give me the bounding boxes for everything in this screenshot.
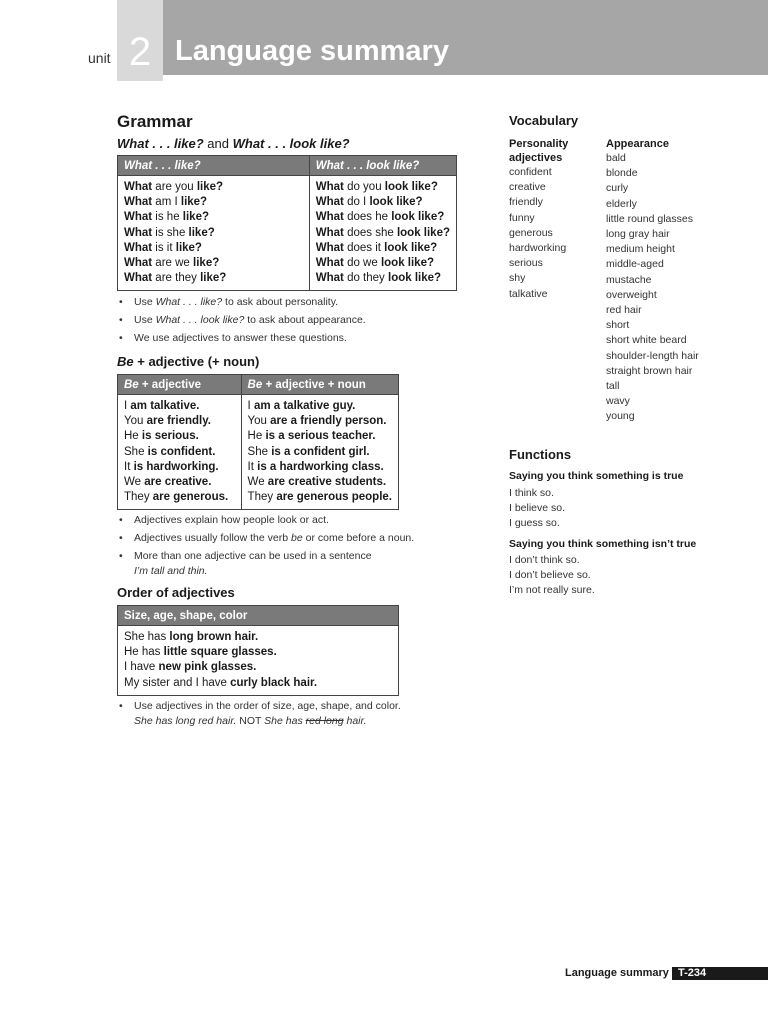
grammar-heading: Grammar — [117, 112, 193, 131]
table-row: I am a talkative guy. — [247, 400, 356, 412]
list-item: • Adjectives usually follow the verb be or come before a noun. — [117, 529, 457, 547]
table-row: What do they look like? — [315, 272, 442, 285]
table-row: We are creative. — [124, 476, 212, 489]
title-bar — [163, 0, 768, 75]
list-item: I’m not really sure. — [509, 584, 595, 596]
table-cell — [241, 395, 398, 510]
grammar-notes-1 — [117, 293, 457, 347]
list-item: talkative — [509, 287, 548, 300]
list-item: • Adjectives explain how people look or act. — [117, 511, 457, 529]
grammar-notes-2 — [117, 511, 457, 578]
list-item: young — [606, 410, 635, 423]
list-item: funny — [509, 211, 535, 224]
table-header: Be + adjective + noun — [241, 375, 398, 395]
table-header: What . . . look like? — [309, 156, 456, 176]
list-item: bald — [606, 152, 626, 164]
table-header: Size, age, shape, color — [118, 606, 399, 626]
list-item: generous — [509, 226, 553, 239]
table-row: My sister and I have curly black hair. — [124, 676, 318, 689]
table-row: What is he like? — [124, 211, 210, 224]
table-row: What do we look like? — [315, 257, 434, 270]
table-row: It is hardworking. — [124, 460, 219, 473]
example-sentence: She has long red hair. NOT She has red long hair. — [134, 715, 367, 727]
table-row: What is she like? — [124, 226, 215, 239]
table-row: What am I like? — [124, 196, 208, 209]
personality-adjectives-list — [509, 137, 568, 302]
page-number-bar — [672, 967, 768, 980]
list-item: short white beard — [606, 334, 687, 347]
list-item: I guess so. — [509, 517, 560, 529]
table-row: What are you like? — [124, 181, 224, 193]
what-like-table — [117, 155, 457, 291]
table-row: She has long brown hair. — [124, 631, 259, 643]
appearance-list — [606, 137, 699, 425]
list-item: confident — [509, 166, 552, 178]
table-row: I have new pink glasses. — [124, 661, 257, 674]
table-header: Be + adjective — [118, 375, 242, 395]
functions-heading: Functions — [509, 447, 572, 462]
table-row: I am talkative. — [124, 400, 200, 412]
list-item: • Use What . . . look like? to ask about appearance. — [117, 311, 457, 329]
table-row: It is a hardworking class. — [247, 460, 384, 473]
list-item: serious — [509, 257, 543, 270]
table-row: What do you look like? — [315, 181, 438, 193]
table-row: What are they like? — [124, 272, 227, 285]
list-item: tall — [606, 380, 620, 393]
list-item: red hair — [606, 304, 642, 317]
table-row: We are creative students. — [247, 476, 387, 489]
grammar-notes-3 — [117, 697, 457, 728]
list-item: mustache — [606, 273, 652, 286]
list-item: I don’t think so. — [509, 554, 580, 566]
example-sentence: I’m tall and thin. — [134, 565, 208, 577]
table-cell — [118, 626, 399, 696]
list-item: friendly — [509, 196, 543, 209]
page-number: T-234 — [678, 967, 707, 979]
list-item: medium height — [606, 243, 675, 256]
list-item: middle-aged — [606, 258, 664, 271]
list-item: shy — [509, 272, 526, 285]
table-row: What is it like? — [124, 241, 202, 254]
list-item: long gray hair — [606, 228, 670, 241]
table-row: What are we like? — [124, 257, 220, 270]
table-row: What does she look like? — [315, 226, 450, 239]
table-row: You are a friendly person. — [247, 415, 387, 428]
list-item: • Use What . . . like? to ask about personality. — [117, 293, 457, 311]
table-row: They are generous. — [124, 491, 229, 504]
personality-heading: adjectives — [509, 152, 563, 164]
list-item: I think so. — [509, 487, 554, 499]
table-row: She is a confident girl. — [247, 445, 370, 458]
table-row: What does he look like? — [315, 211, 445, 224]
list-item: elderly — [606, 197, 637, 210]
page-title: Language summary — [175, 35, 449, 67]
list-item: short — [606, 319, 630, 332]
unit-number-box — [117, 0, 163, 81]
table-row: He is serious. — [124, 430, 199, 443]
be-adjective-table — [117, 374, 399, 510]
list-item: • More than one adjective can be used in a sentence I’m tall and thin. — [117, 547, 457, 578]
table-row: They are generous people. — [247, 491, 392, 504]
list-item: overweight — [606, 288, 657, 301]
appearance-heading: Appearance — [606, 138, 669, 150]
list-item: curly — [606, 182, 629, 195]
functions-true-heading: Saying you think something is true — [509, 470, 684, 482]
list-item: • Use adjectives in the order of size, age, shape, and color. She has long red hair. NOT She has red long hair. — [117, 697, 457, 728]
table-row: What do I look like? — [315, 196, 423, 209]
table-row: She is confident. — [124, 445, 216, 458]
table-header: What . . . like? — [118, 156, 310, 176]
vocabulary-heading: Vocabulary — [509, 113, 579, 128]
grammar-subheading-what-like: What . . . like? and What . . . look like? — [117, 136, 350, 151]
list-item: I don’t believe so. — [509, 569, 591, 581]
list-item: little round glasses — [606, 212, 693, 225]
order-of-adjectives-table — [117, 605, 399, 696]
list-item: creative — [509, 181, 546, 194]
list-item: I believe so. — [509, 502, 566, 514]
personality-heading: Personality — [509, 138, 569, 150]
list-item: hardworking — [509, 242, 567, 255]
table-row: You are friendly. — [124, 415, 211, 428]
table-row: He is a serious teacher. — [247, 430, 376, 443]
unit-number: 2 — [128, 30, 152, 74]
footer-label: Language summary — [565, 967, 669, 979]
order-of-adjectives-subheading: Order of adjectives — [117, 585, 235, 600]
table-row: What does it look like? — [315, 241, 438, 254]
list-item: • We use adjectives to answer these questions. — [117, 329, 457, 347]
list-item: wavy — [606, 395, 630, 408]
unit-label: unit — [88, 50, 111, 66]
be-adjective-subheading: Be + adjective (+ noun) — [117, 354, 260, 369]
list-item: blonde — [606, 167, 638, 180]
table-cell — [118, 395, 242, 510]
table-cell — [118, 176, 310, 291]
list-item: straight brown hair — [606, 364, 693, 377]
list-item: shoulder-length hair — [606, 349, 699, 362]
table-cell — [309, 176, 456, 291]
functions-not-true-heading: Saying you think something isn’t true — [509, 538, 697, 550]
table-row: He has little square glasses. — [124, 646, 277, 659]
